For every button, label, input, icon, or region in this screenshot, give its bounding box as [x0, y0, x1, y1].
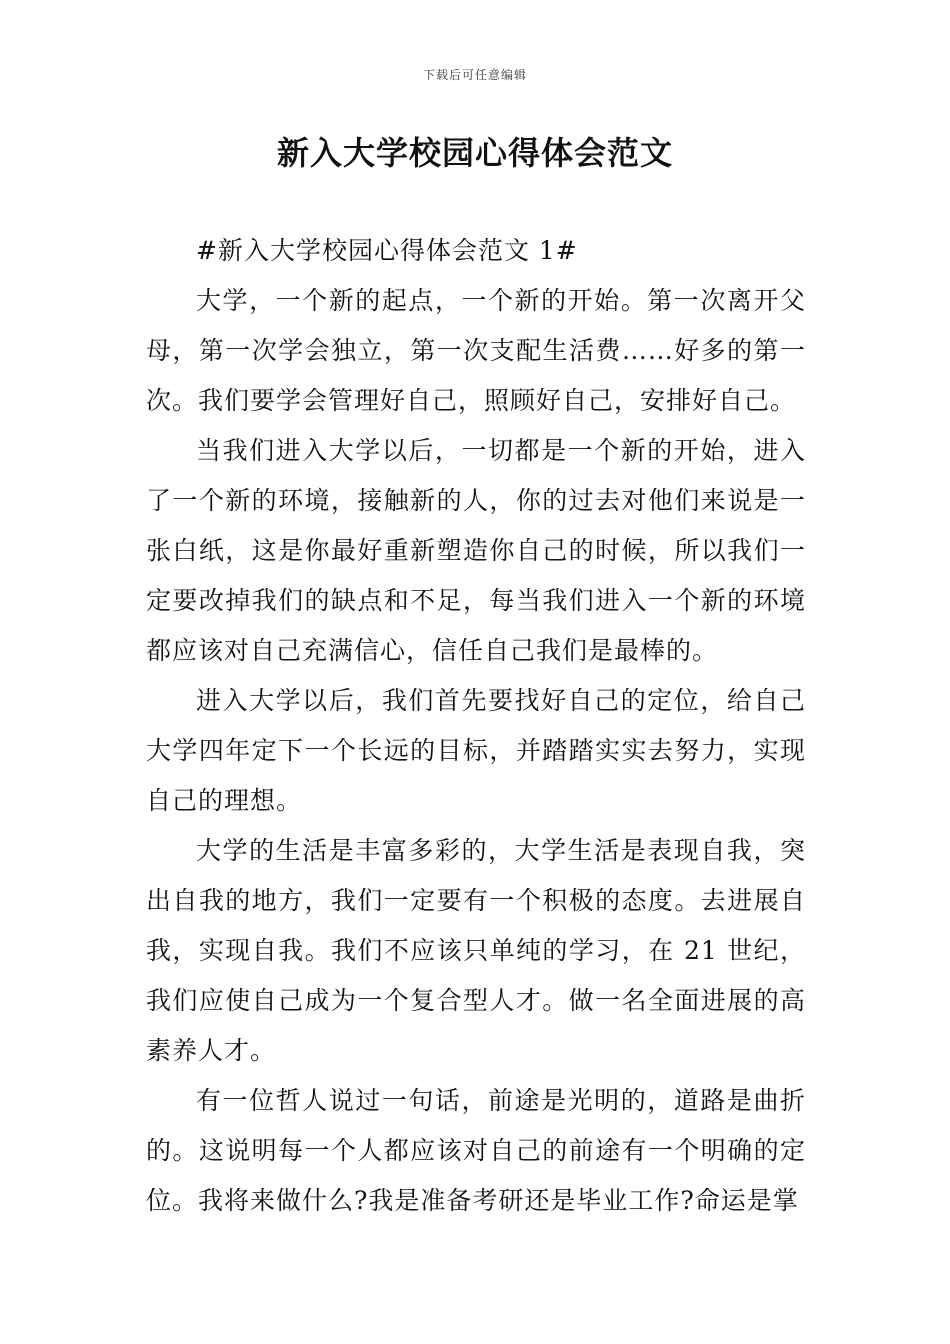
paragraph: 大学，一个新的起点，一个新的开始。第一次离开父母，第一次学会独立，第一次支配生活费……好多的第一次。我们要学会管理好自己，照顾好自己，安排好自己。: [146, 286, 806, 415]
document-title: 新入大学校园心得体会范文: [276, 134, 673, 172]
document-body: [146, 226, 806, 1226]
paragraph: 当我们进入大学以后，一切都是一个新的开始，进入了一个新的环境，接触新的人，你的过去对他们来说是一张白纸，这是你最好重新塑造你自己的时候，所以我们一定要改掉我们的缺点和不足，每当我们进入一个新的环境都应该对自己充满信心，信任自己我们是最棒的。: [146, 436, 806, 665]
paragraph: 大学的生活是丰富多彩的，大学生活是表现自我，突出自我的地方，我们一定要有一个积极的态度。去进展自我，实现自我。我们不应该只单纯的学习，在 21 世纪，我们应使自己成为一个复合型人才。做一名全面进展的高素养人才。: [146, 836, 806, 1065]
paragraph: 进入大学以后，我们首先要找好自己的定位，给自己大学四年定下一个长远的目标，并踏踏实实去努力，实现自己的理想。: [146, 686, 806, 815]
section-heading: #新入大学校园心得体会范文 1#: [196, 236, 578, 265]
header-note: 下载后可任意编辑: [422, 68, 527, 82]
paragraph: 有一位哲人说过一句话，前途是光明的，道路是曲折的。这说明每一个人都应该对自己的前途有一个明确的定位。我将来做什么?我是准备考研还是毕业工作?命运是掌: [146, 1086, 806, 1215]
